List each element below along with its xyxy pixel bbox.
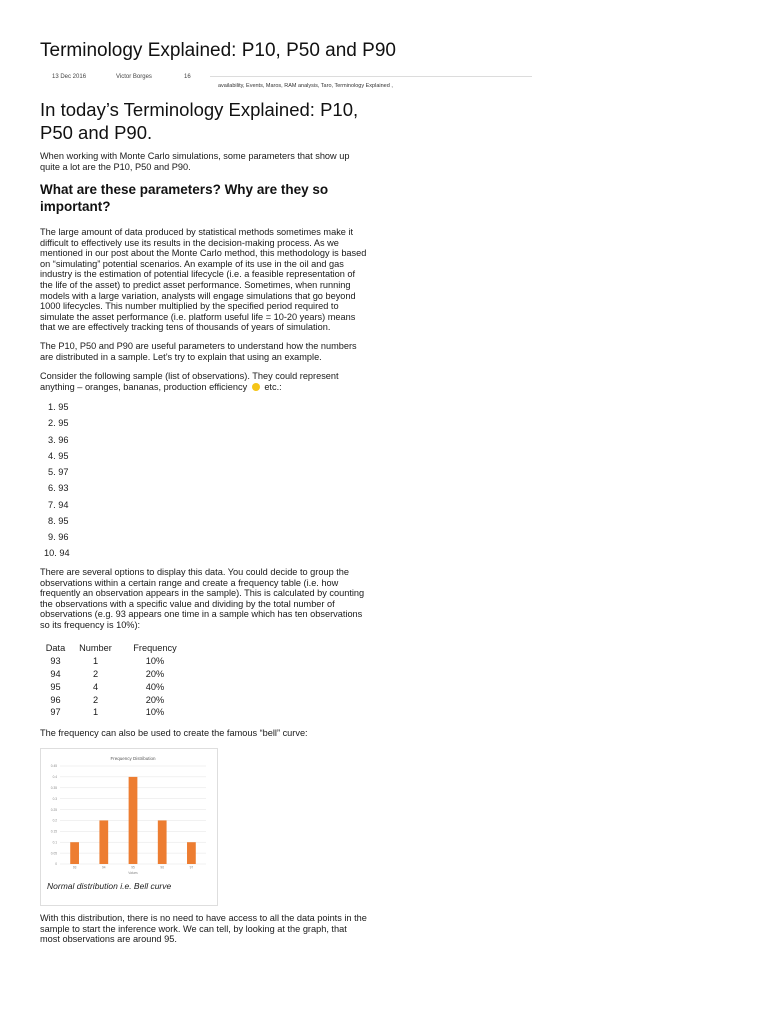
section-heading: What are these parameters? Why are they so important? — [40, 182, 329, 214]
bar — [158, 820, 167, 864]
list-item: 8. 95 — [48, 516, 69, 526]
y-tick-label: 0.45 — [50, 764, 57, 769]
x-axis-label: Values — [128, 871, 138, 875]
body-paragraph-5: The frequency can also be used to create the famous “bell” curve: — [40, 728, 308, 738]
table-cell: 40% — [145, 681, 165, 692]
meta-divider — [210, 76, 532, 77]
x-tick-label: 93 — [72, 865, 77, 870]
smiley-icon — [252, 383, 260, 391]
list-item: 4. 95 — [48, 451, 69, 461]
y-tick-label: 0.3 — [52, 796, 57, 801]
body-paragraph-6: With this distribution, there is no need to have access to all the data points in the sample to start the inference work. We can tell, by looking at the graph, that most observations are around 95. — [40, 913, 367, 945]
table-row — [40, 668, 190, 681]
list-item: 3. 96 — [48, 435, 69, 445]
table-cell: 95 — [50, 681, 61, 692]
table-cell: 94 — [50, 668, 61, 679]
chart-title: Frequency Distribution — [110, 756, 156, 761]
frequency-chart — [44, 752, 212, 878]
x-tick-label: 95 — [131, 865, 135, 870]
table-cell: 97 — [50, 707, 61, 718]
list-item: 9. 96 — [48, 532, 69, 542]
table-cell: 20% — [145, 668, 165, 679]
table-cell: 93 — [50, 656, 61, 667]
post-date: 13 Dec 2016 — [52, 74, 87, 80]
table-cell: 2 — [92, 694, 99, 705]
intro-paragraph: When working with Monte Carlo simulations, some parameters that show up quite a lot are the P10, P50 and P90. — [40, 151, 350, 172]
y-tick-label: 0.1 — [52, 840, 57, 845]
post-tags[interactable]: availability, Events, Maros, RAM analysis, Taro, Terminology Explained , — [218, 83, 393, 89]
body-paragraph-3 — [40, 371, 368, 392]
table-cell: 10% — [145, 707, 165, 718]
table-row — [40, 655, 190, 668]
bar — [99, 820, 108, 864]
table-cell: 20% — [145, 694, 165, 705]
y-tick-label: 0.2 — [52, 818, 57, 823]
frequency-table — [40, 642, 190, 719]
body-paragraph-3-tail: etc.: — [261, 381, 282, 392]
body-paragraph-2: The P10, P50 and P90 are useful parameters to understand how the numbers are distributed in a sample. Let’s try to explain that using an example. — [40, 341, 357, 362]
y-tick-label: 0 — [55, 862, 57, 867]
table-cell: 1 — [92, 656, 99, 667]
figure-caption: Normal distribution i.e. Bell curve — [47, 881, 172, 891]
list-item: 6. 93 — [48, 483, 69, 493]
column-header: Number — [79, 643, 112, 654]
x-tick-label: 94 — [102, 865, 106, 870]
column-header: Frequency — [133, 643, 177, 654]
list-item: 7. 94 — [48, 500, 69, 510]
table-row — [40, 706, 190, 719]
table-header-row — [40, 642, 190, 655]
table-cell: 2 — [92, 668, 99, 679]
article-heading: In today’s Terminology Explained: P10, P50 and P90. — [40, 99, 359, 143]
y-tick-label: 0.15 — [50, 829, 57, 834]
x-tick-label: 97 — [189, 865, 194, 870]
table-cell: 4 — [92, 681, 99, 692]
body-paragraph-4: There are several options to display this data. You could decide to group the observations within a certain range and create a frequency table (i.e. how frequently an observation appears in the sample). This is calculated by counting the observations with a specific value and dividing by the total number of observations (e.g. 93 appears one time in a sample which has ten observations so its frequency is 10%): — [40, 567, 365, 630]
list-item: 10. 94 — [44, 548, 70, 558]
list-item: 1. 95 — [48, 402, 69, 412]
table-row — [40, 693, 190, 706]
table-cell: 1 — [92, 707, 99, 718]
body-paragraph-3-text: Consider the following sample (list of observations). They could represent anything – oranges, bananas, production efficiency — [40, 371, 339, 392]
list-item: 5. 97 — [48, 467, 69, 477]
y-tick-label: 0.25 — [50, 807, 57, 812]
bell-curve-figure[interactable] — [40, 748, 218, 906]
table-cell: 96 — [50, 694, 61, 705]
table-row — [40, 680, 190, 693]
y-tick-label: 0.05 — [50, 851, 57, 856]
y-tick-label: 0.35 — [50, 785, 57, 790]
bar — [70, 842, 79, 864]
table-cell: 10% — [145, 656, 165, 667]
x-tick-label: 96 — [160, 865, 164, 870]
bar — [129, 777, 138, 864]
post-title: Terminology Explained: P10, P50 and P90 — [40, 40, 396, 61]
body-paragraph-1: The large amount of data produced by statistical methods sometimes make it difficult to effectively use its results in the decision-making process. As we mentioned in our post about the Monte Carlo method, this methodology is based on “simulating” potential scenarios. An example of its use in the oil and gas industry is the estimation of potential lifecycle (i.e. a feasible representation of the life of the asset) to predict asset performance. Sometimes, when running models with a large variation, analysts will engage simulations that go beyond 1000 lifecycles. This number multiplied by the specified period required to simulate the asset performance (i.e. platform useful life = 10-20 years) means that we are effectively tracking tens of thousands of years of simulation. — [40, 227, 367, 333]
post-author[interactable]: Victor Borges — [116, 74, 152, 80]
bar — [187, 842, 196, 864]
y-tick-label: 0.4 — [52, 775, 57, 780]
column-header: Data — [45, 643, 66, 654]
list-item: 2. 95 — [48, 418, 69, 428]
comment-count[interactable]: 16 — [184, 74, 191, 80]
